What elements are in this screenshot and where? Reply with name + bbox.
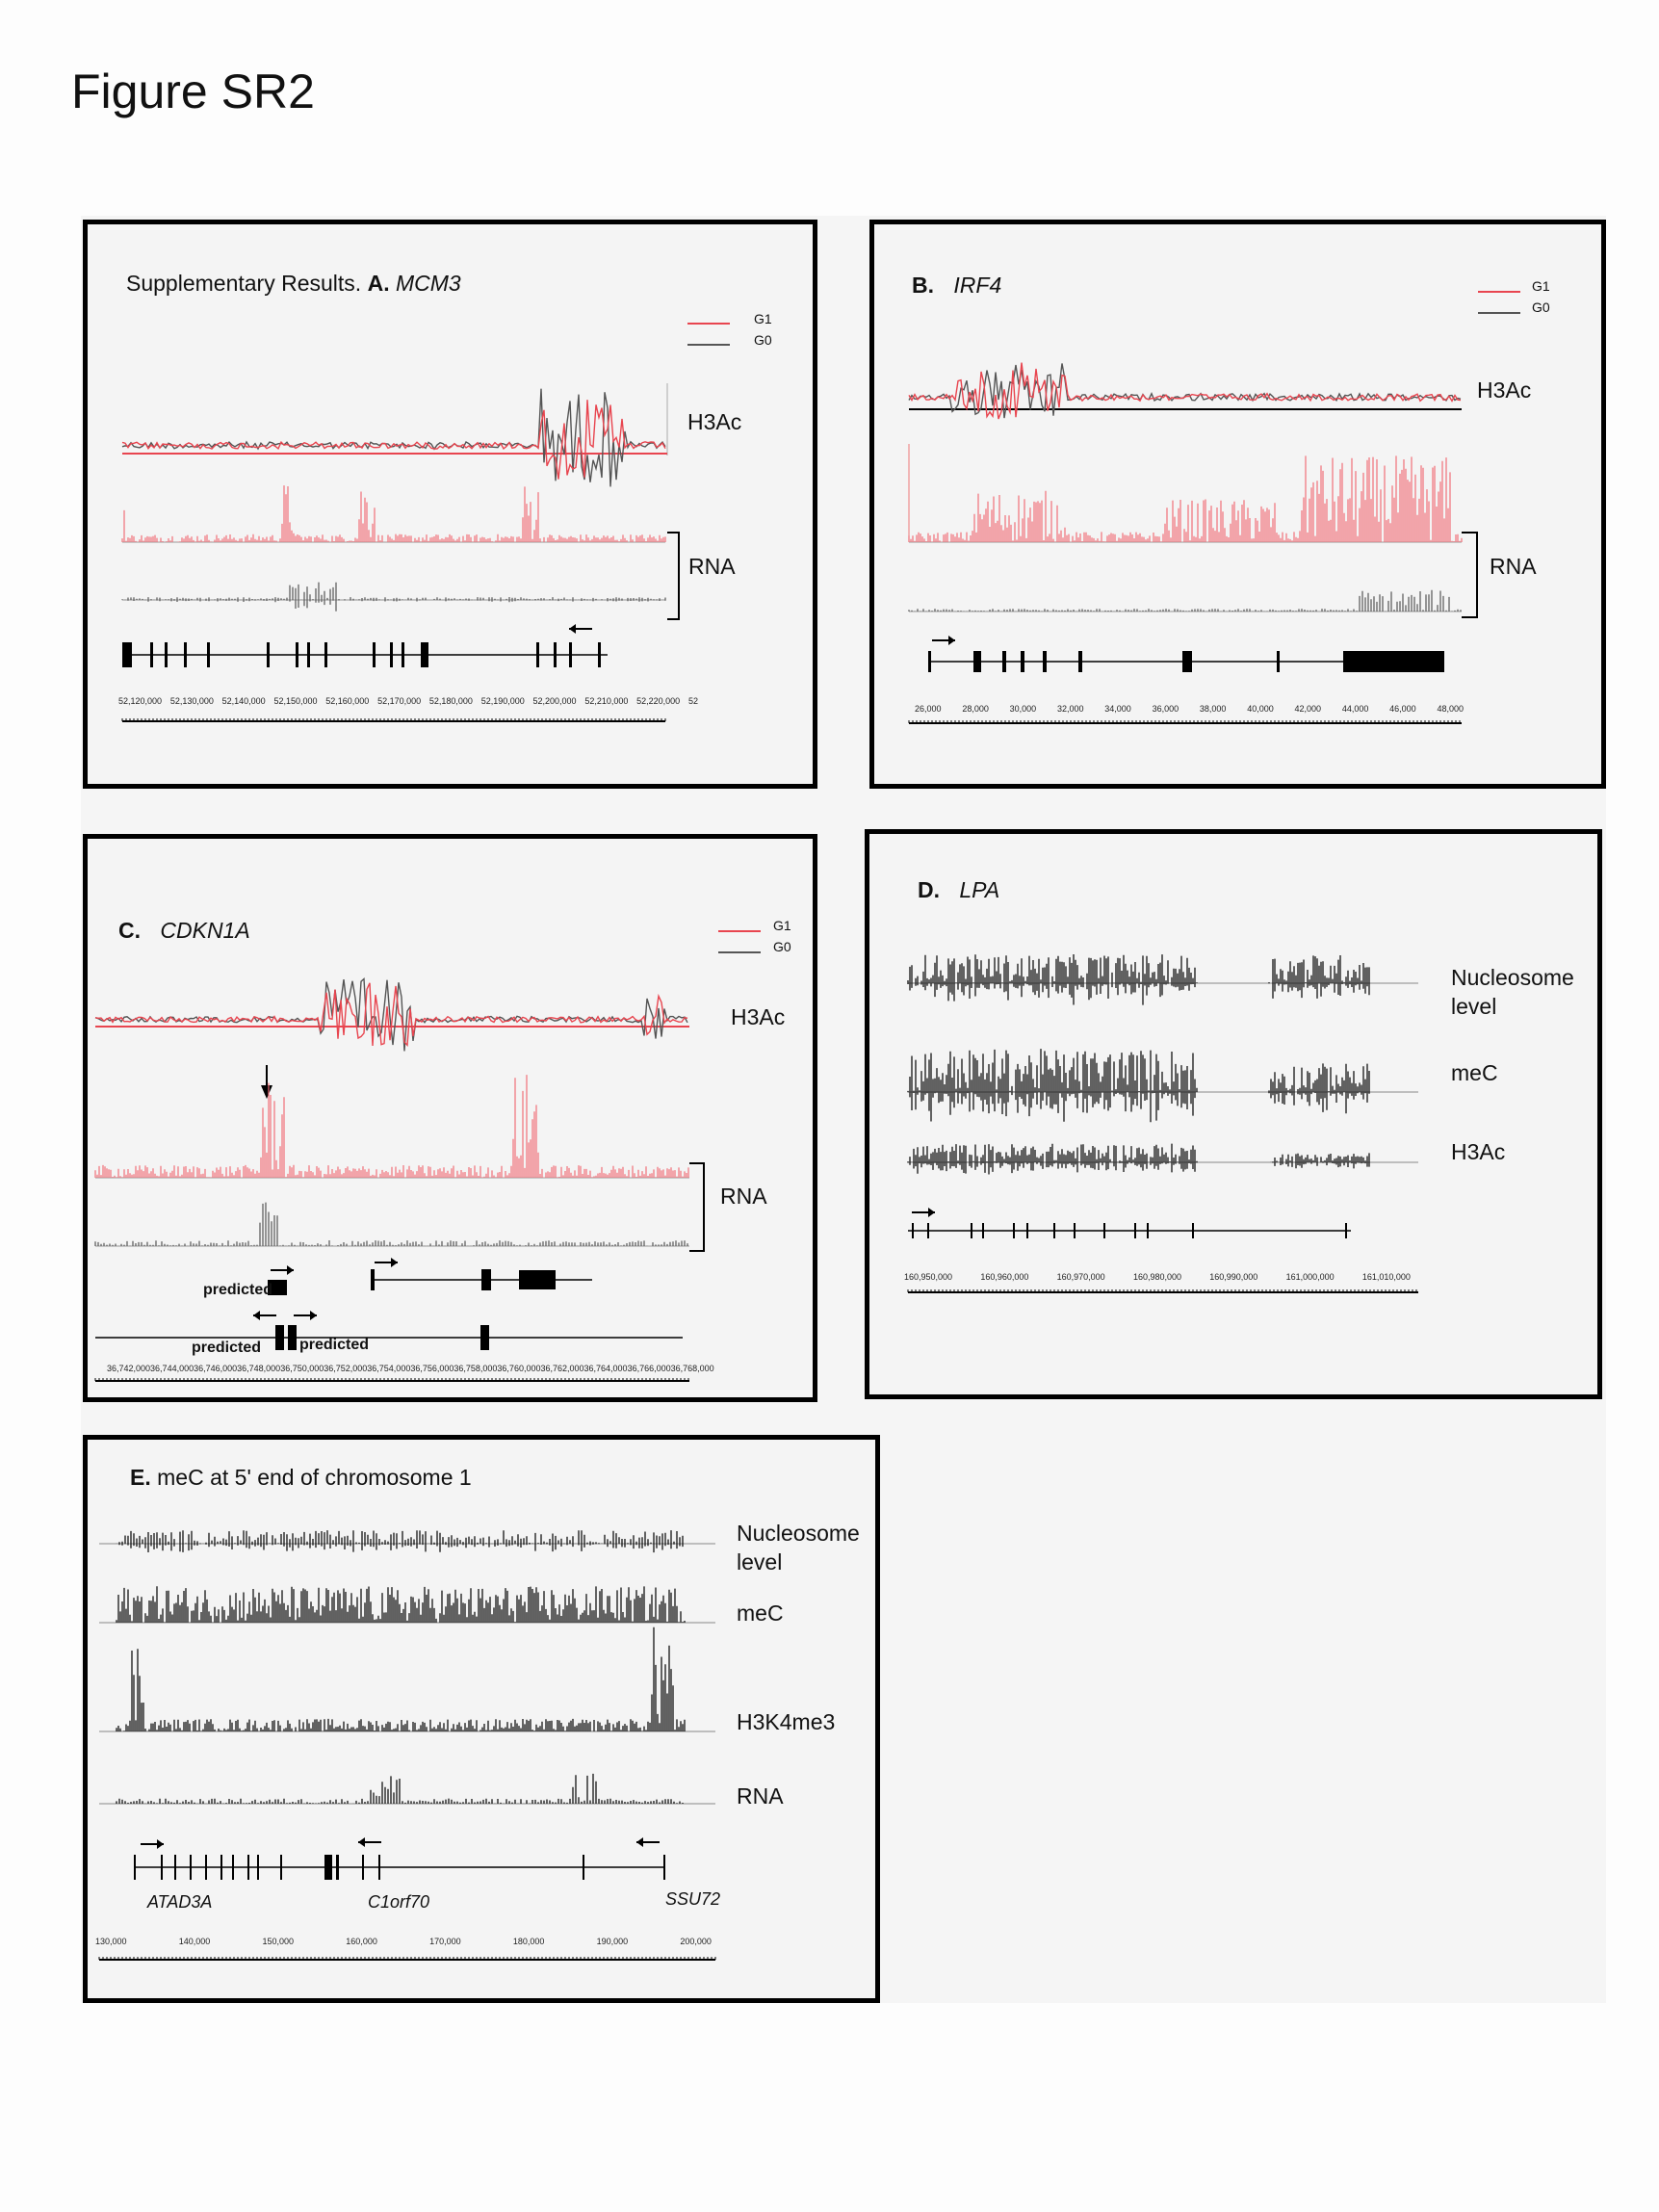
gene-lpa-exon	[1026, 1223, 1028, 1238]
track-label-rna: RNA	[688, 554, 736, 579]
gene-cluster-exon	[174, 1855, 176, 1880]
axis-tick-label: 52,220,000	[636, 696, 681, 706]
axis-tick-label: 170,000	[429, 1937, 461, 1946]
gene-label-atad3a: ATAD3A	[147, 1892, 213, 1912]
gene-cdkn1a-exon	[481, 1269, 491, 1290]
gene-cluster-exon	[280, 1855, 282, 1880]
axis-tick-label: 30,000	[1009, 704, 1037, 714]
axis-tick-label: 36,000	[1152, 704, 1179, 714]
genomic-axis-minor-ticks	[95, 1378, 688, 1381]
predicted-exon	[275, 1325, 284, 1350]
gene-cluster-exon	[336, 1855, 339, 1880]
gene-irf4-exon	[928, 651, 931, 672]
strand-arrow-head	[157, 1839, 164, 1849]
h3ac-bars-right	[1269, 1153, 1369, 1168]
legend-label-g0: G0	[754, 332, 772, 348]
axis-tick-label: 52,200,000	[532, 696, 577, 706]
gene-cluster-exon	[134, 1855, 136, 1880]
axis-tick-label: 52,120,000	[118, 696, 163, 706]
rna-g1-bars	[909, 455, 1462, 542]
axis-tick-label: 160,000	[346, 1937, 377, 1946]
rna-bracket	[1462, 533, 1477, 617]
gene-mcm3-exon	[184, 642, 187, 667]
track-label-mec: meC	[737, 1600, 784, 1626]
axis-tick-labels	[95, 1937, 712, 1946]
axis-tick-labels	[904, 1272, 1411, 1282]
panel-d-title	[918, 877, 999, 903]
strand-arrow-head	[253, 1311, 260, 1320]
axis-tick-label: 36,758,000	[454, 1364, 498, 1373]
axis-tick-label: 160,980,000	[1132, 1272, 1181, 1282]
gene-lpa-exon	[1053, 1223, 1055, 1238]
predicted-label: predicted	[299, 1337, 370, 1353]
axis-tick-label: 52,170,000	[377, 696, 422, 706]
gene-cluster-exon	[220, 1855, 222, 1880]
axis-tick-label: 36,762,000	[540, 1364, 584, 1373]
gene-mcm3-exon	[165, 642, 168, 667]
mec-bars-right	[1269, 1063, 1369, 1113]
axis-tick-label: 52,190,000	[480, 696, 525, 706]
axis-tick-label: 42,000	[1294, 704, 1322, 714]
axis-tick-label: 180,000	[512, 1937, 545, 1946]
axis-tick-label: 160,990,000	[1209, 1272, 1258, 1282]
h3ac-g1-trace	[909, 363, 1461, 419]
rna-g0-bars	[909, 590, 1461, 612]
gene-mcm3-exon	[536, 642, 539, 667]
strand-arrow-head	[310, 1311, 317, 1320]
axis-tick-label: 38,000	[1199, 704, 1227, 714]
axis-tick-labels	[915, 704, 1464, 714]
gene-irf4-exon	[1021, 651, 1024, 672]
axis-tick-label: 36,756,000	[410, 1364, 454, 1373]
gene-cluster-exon	[205, 1855, 207, 1880]
gene-mcm3-exon	[554, 642, 557, 667]
axis-tick-label: 52	[687, 696, 698, 706]
axis-tick-label: 36,742,000	[107, 1364, 151, 1373]
gene-label-ssu72: SSU72	[665, 1889, 721, 1909]
panel-b	[869, 220, 1606, 789]
axis-tick-label: 36,760,000	[497, 1364, 541, 1373]
gene-cluster-exon	[663, 1855, 665, 1880]
strand-arrow-head	[928, 1208, 935, 1217]
axis-tick-label: 190,000	[596, 1937, 629, 1946]
axis-tick-label: 130,000	[95, 1937, 127, 1946]
track-label-h3ac: H3Ac	[1451, 1139, 1506, 1164]
mec-bars	[908, 1049, 1197, 1122]
track-label-h3ac: H3Ac	[1477, 377, 1532, 403]
rna-bars	[117, 1774, 683, 1804]
strand-arrow-head	[287, 1265, 294, 1275]
axis-tick-label: 46,000	[1389, 704, 1416, 714]
strand-arrow-head	[569, 624, 576, 634]
panel-c	[83, 834, 817, 1402]
axis-tick-label: 26,000	[915, 704, 942, 714]
axis-tick-label: 150,000	[262, 1937, 295, 1946]
gene-mcm3-exon	[569, 642, 572, 667]
legend-label-g1: G1	[754, 311, 772, 326]
axis-tick-label: 161,010,000	[1361, 1272, 1411, 1282]
panel-e-title-text: meC at 5' end of chromosome 1	[157, 1465, 472, 1490]
strand-arrow-head	[636, 1837, 643, 1847]
predicted-label: predicted	[192, 1340, 262, 1356]
gene-cdkn1a-exon	[519, 1270, 556, 1289]
rna-g0-bars	[95, 1203, 687, 1246]
figure-title: Figure SR2	[71, 65, 315, 118]
axis-tick-label: 34,000	[1104, 704, 1131, 714]
gene-mcm3-exon	[390, 642, 393, 667]
gene-mcm3-exon	[373, 642, 376, 667]
panel-a-title	[126, 271, 461, 297]
genomic-axis-minor-ticks	[99, 1957, 715, 1960]
track-label-nucleosome-level: Nucleosome level	[737, 1521, 860, 1574]
axis-tick-label: 52,180,000	[428, 696, 473, 706]
gene-lpa-exon	[1013, 1223, 1015, 1238]
panel-e-title	[130, 1465, 472, 1491]
gene-irf4-exon	[973, 651, 981, 672]
panel-a-gene: MCM3	[395, 271, 461, 296]
axis-tick-label: 36,754,000	[367, 1364, 411, 1373]
gene-lpa-exon	[982, 1223, 984, 1238]
track-label-mec: meC	[1451, 1060, 1498, 1085]
gene-irf4-exon	[1277, 651, 1280, 672]
axis-tick-label: 52,150,000	[273, 696, 318, 706]
nucleosome-bars-right	[1269, 955, 1369, 999]
gene-lpa-exon	[971, 1223, 972, 1238]
gene-cluster-exon	[232, 1855, 234, 1880]
track-label-rna: RNA	[737, 1783, 784, 1809]
strand-arrow-head	[358, 1837, 365, 1847]
panel-a-prefix: Supplementary Results.	[126, 271, 362, 296]
panel-b-gene: IRF4	[953, 273, 1002, 298]
gene-mcm3-exon	[402, 642, 404, 667]
gene-lpa-exon	[1134, 1223, 1136, 1238]
nucleosome-bars	[908, 954, 1197, 1005]
gene-mcm3-exon	[207, 642, 210, 667]
axis-tick-label: 52,210,000	[584, 696, 629, 706]
axis-tick-label: 40,000	[1247, 704, 1274, 714]
strand-arrow-head	[391, 1258, 398, 1267]
h3ac-g0-trace	[95, 979, 687, 1052]
gene-lpa-exon	[1345, 1223, 1347, 1238]
nucleosome-bars	[117, 1530, 683, 1552]
gene-mcm3-exon	[296, 642, 298, 667]
track-label-h3ac: H3Ac	[731, 1004, 786, 1029]
panel-a	[83, 220, 817, 789]
gene-mcm3-exon	[150, 642, 153, 667]
gene-cdkn1a-exon	[371, 1269, 375, 1290]
gene-irf4-exon	[1343, 651, 1444, 672]
rna-g1-bars	[122, 485, 665, 542]
gene-mcm3-exon	[421, 642, 428, 667]
gene-lpa-exon	[1074, 1223, 1076, 1238]
axis-tick-label: 160,960,000	[980, 1272, 1029, 1282]
gene-irf4-exon	[1182, 651, 1192, 672]
gene-irf4-exon	[1043, 651, 1047, 672]
strand-arrow-head	[948, 636, 955, 645]
panel-d-gene: LPA	[959, 877, 1000, 902]
axis-tick-labels	[118, 696, 698, 706]
axis-tick-label: 52,140,000	[221, 696, 266, 706]
gene-cluster-exon	[583, 1855, 584, 1880]
legend-label-g0: G0	[1532, 299, 1550, 315]
h3ac-g1-trace	[122, 400, 665, 479]
axis-tick-label: 36,766,000	[627, 1364, 671, 1373]
gene-cluster-exon	[190, 1855, 192, 1880]
rna-g0-bars	[122, 583, 665, 612]
panel-c-gene: CDKN1A	[160, 918, 250, 943]
panel-e	[83, 1435, 880, 2003]
gene-lpa-exon	[1103, 1223, 1105, 1238]
gene-mcm3-exon	[324, 642, 327, 667]
track-canvas	[869, 834, 1597, 1394]
gene-lpa-exon	[1147, 1223, 1149, 1238]
gene-cluster-exon	[324, 1855, 332, 1880]
rna-g1-bars	[95, 1075, 688, 1178]
track-label-rna: RNA	[1490, 554, 1537, 579]
panel-d	[865, 829, 1602, 1399]
gene-irf4-exon	[1002, 651, 1006, 672]
gene-cluster-exon	[257, 1855, 259, 1880]
axis-tick-label: 36,744,000	[150, 1364, 194, 1373]
gene-mcm3-exon	[267, 642, 270, 667]
axis-tick-label: 52,130,000	[169, 696, 214, 706]
axis-tick-labels	[107, 1364, 714, 1373]
gene-mcm3-exon	[122, 642, 132, 667]
gene-mcm3-exon	[598, 642, 601, 667]
axis-tick-label: 36,746,000	[194, 1364, 238, 1373]
gene-label-c1orf70: C1orf70	[368, 1892, 430, 1912]
axis-tick-label: 52,160,000	[325, 696, 370, 706]
panel-c-title	[118, 918, 250, 944]
gene-mcm3-exon	[307, 642, 310, 667]
track-canvas	[874, 224, 1601, 784]
lower-exon	[480, 1325, 489, 1350]
gene-cluster-exon	[247, 1855, 249, 1880]
gene-lpa-exon	[927, 1223, 929, 1238]
gene-irf4-exon	[1078, 651, 1082, 672]
predicted-label: predicted	[203, 1282, 273, 1298]
panel-b-letter: B.	[912, 273, 934, 298]
legend-label-g1: G1	[773, 918, 791, 933]
legend-label-g0: G0	[773, 939, 791, 954]
track-label-h3k4me3: H3K4me3	[737, 1709, 836, 1734]
axis-tick-label: 36,750,000	[280, 1364, 324, 1373]
axis-tick-label: 36,768,000	[670, 1364, 714, 1373]
panel-d-letter: D.	[918, 877, 940, 902]
axis-tick-label: 28,000	[962, 704, 989, 714]
track-label-rna: RNA	[720, 1184, 767, 1209]
axis-tick-label: 36,752,000	[324, 1364, 368, 1373]
gene-cluster-exon	[378, 1855, 380, 1880]
axis-tick-label: 36,748,000	[237, 1364, 281, 1373]
panel-a-letter: A.	[367, 271, 390, 296]
h3k4me3-bars	[117, 1627, 685, 1731]
axis-tick-label: 44,000	[1341, 704, 1369, 714]
gene-cluster-exon	[161, 1855, 163, 1880]
mec-bars	[117, 1586, 685, 1623]
panel-b-title	[912, 273, 1001, 299]
axis-tick-label: 161,000,000	[1285, 1272, 1335, 1282]
gene-lpa-exon	[1192, 1223, 1194, 1238]
rna-bracket	[667, 533, 679, 619]
axis-tick-label: 48,000	[1437, 704, 1464, 714]
panel-c-letter: C.	[118, 918, 141, 943]
axis-tick-label: 160,950,000	[904, 1272, 953, 1282]
h3ac-bars	[908, 1144, 1197, 1175]
legend-label-g1: G1	[1532, 278, 1550, 294]
axis-tick-label: 200,000	[680, 1937, 712, 1946]
gene-lpa-exon	[912, 1223, 914, 1238]
predicted-exon	[288, 1325, 297, 1350]
axis-tick-label: 32,000	[1056, 704, 1084, 714]
axis-tick-label: 36,764,000	[583, 1364, 628, 1373]
rna-bracket	[689, 1163, 704, 1251]
axis-tick-label: 140,000	[178, 1937, 211, 1946]
panel-e-letter: E.	[130, 1465, 151, 1490]
track-label-nucleosome-level: Nucleosome level	[1451, 965, 1574, 1019]
track-label-h3ac: H3Ac	[687, 409, 742, 434]
axis-tick-label: 160,970,000	[1056, 1272, 1105, 1282]
gene-cluster-exon	[362, 1855, 364, 1880]
